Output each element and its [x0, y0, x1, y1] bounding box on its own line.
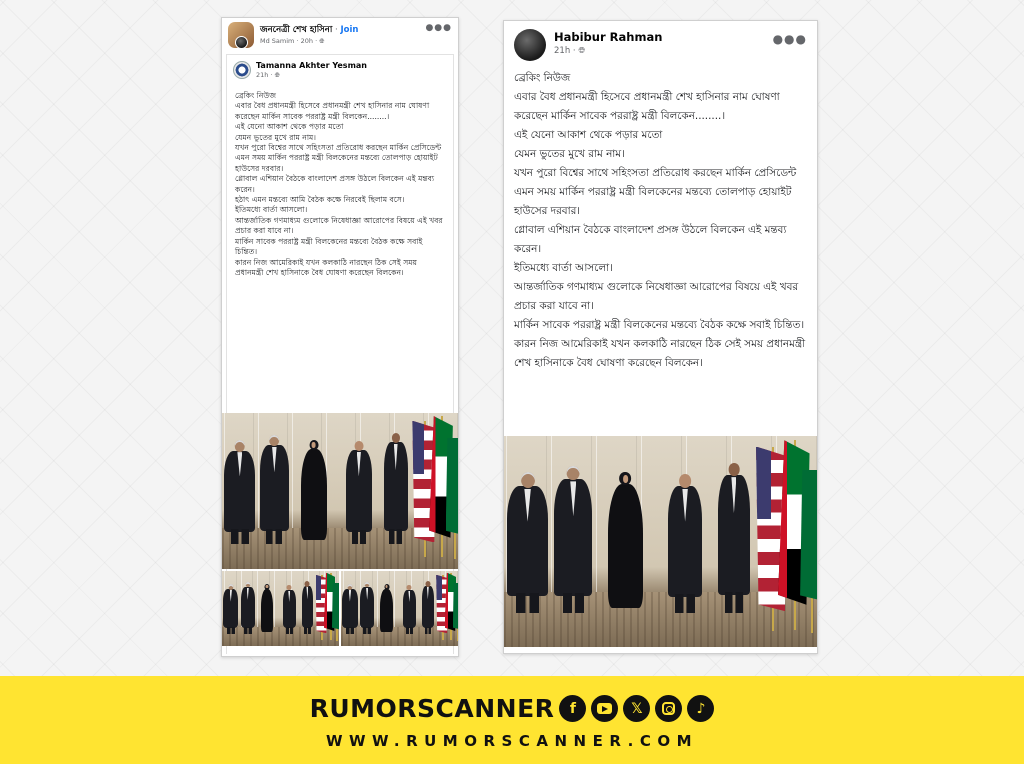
post-paragraph: যখন পুরো বিশ্বের সাথে সহিংসতা প্রতিরোধ করছেন মার্কিন প্রেসিডেন্ট এমন সময় মার্কিন পররাষ্ট্র মন্ত্রী বিলকেনের মন্তব্যে তোলপাড় হোয়াইট হাউসের দরবার।	[235, 143, 442, 173]
flag-sa-image	[332, 583, 339, 630]
separator-dot: ·	[335, 25, 338, 35]
post-paragraph: এই যেনো আকাশ থেকে পড়ার মতো	[235, 122, 344, 132]
post-photo-thumb-1[interactable]	[222, 571, 339, 646]
post-paragraph: যেমন ভুতের মুখে রাম নাম।	[235, 132, 316, 142]
person-figure	[718, 463, 750, 613]
person-figure	[223, 584, 238, 634]
sharer-name-link[interactable]: Md Samim	[260, 37, 295, 45]
post-paragraph: মার্কিন সাবেক পররাষ্ট্র মন্ত্রী বিলকেনের মন্তব্যে বৈঠক কক্ষে সবাই চিন্তিত।	[514, 319, 805, 331]
brand-url: WWW.RUMORSCANNER.COM	[325, 732, 699, 750]
author-avatar[interactable]	[514, 29, 546, 61]
group-name-link[interactable]: জননেত্রী শেখ হাসিনা	[260, 25, 333, 35]
brand-footer	[0, 676, 1024, 764]
facebook-glyph: f	[569, 700, 576, 717]
person-figure	[241, 582, 255, 635]
post-photo-thumb-2[interactable]	[341, 571, 459, 646]
post-paragraph: ব্রেকিং নিউজ	[235, 91, 277, 100]
post-paragraph: এবার বৈধ প্রধানমন্ত্রী হিসেবে প্রধানমন্ত্রী শেখ হাসিনার নাম ঘোষণা করেছেন মার্কিন সাবেক পররাষ্ট্র মন্ত্রী বিলকেন........।	[514, 91, 780, 122]
person-figure	[554, 466, 592, 614]
post-timestamp[interactable]: 21h	[256, 70, 269, 79]
post-paragraph: এবার বৈধ প্রধানমন্ত্রী হিসেবে প্রধানমন্ত্রী শেখ হাসিনার নাম ঘোষণা করেছেন মার্কিন সাবেক পররাষ্ট্র মন্ত্রী বিলকেন........।	[235, 101, 430, 121]
post-paragraph: যখন পুরো বিশ্বের সাথে সহিংসতা প্রতিরোধ করছেন মার্কিন প্রেসিডেন্ট এমন সময় মার্কিন পররাষ্ট্র মন্ত্রী বিলকেনের মন্তব্যে তোলপাড় হোয়াইট হাউসের দরবার।	[514, 167, 797, 217]
more-horizontal-icon[interactable]: ●●●	[772, 32, 807, 46]
youtube-icon[interactable]	[591, 695, 618, 722]
person-figure	[301, 440, 327, 545]
post-paragraph: গ্লোবাল এশিয়ান বৈঠকে বাংলাদেশ প্রসঙ্গ উঠলে বিলকেন এই মন্তব্য করেন।	[514, 224, 787, 255]
more-horizontal-icon[interactable]: ●●●	[425, 23, 452, 33]
post-paragraph: ইতিমধ্যে বার্তা আসলো।	[235, 205, 308, 215]
person-figure	[360, 582, 374, 635]
post-paragraph: যেমন ভুতের মুখে রাম নাম।	[514, 148, 625, 160]
shared-post-left	[221, 17, 459, 657]
post-photo-main[interactable]	[504, 436, 818, 647]
brand-row	[0, 694, 1024, 723]
person-figure	[283, 585, 296, 635]
author-avatar[interactable]	[233, 61, 251, 79]
post-paragraph: এই যেনো আকাশ থেকে পড়ার মতো	[514, 129, 663, 141]
x-glyph: 𝕏	[631, 700, 643, 717]
post-paragraph: হঠাৎ এমন মন্তব্যে আমি বৈঠক কক্ষে নিরবেই ছিলাম বসে।	[235, 195, 405, 205]
person-figure	[422, 581, 434, 634]
person-figure	[224, 440, 255, 545]
post-paragraph: মার্কিন সাবেক পররাষ্ট্র মন্ত্রী বিলকেনের মন্তব্যে বৈঠক কক্ষে সবাই চিন্তিত।	[235, 236, 423, 257]
person-figure	[346, 441, 372, 544]
author-name-link[interactable]: Habibur Rahman	[554, 30, 663, 44]
share-title	[260, 24, 358, 36]
author-name-link[interactable]: Tamanna Akhter Yesman	[256, 60, 367, 70]
flag-sa-image	[800, 470, 818, 601]
brand-logo-text: RUMORSCANNER	[309, 694, 555, 723]
post-text	[504, 65, 817, 435]
separator-dot: ·	[315, 37, 318, 45]
person-figure	[380, 584, 393, 634]
tiktok-glyph: ♪	[696, 700, 706, 717]
share-header	[222, 18, 458, 54]
sharer-line	[260, 36, 358, 46]
person-figure	[384, 433, 408, 544]
globe-icon: 🌐︎	[319, 37, 325, 45]
original-post-header	[227, 55, 453, 85]
share-info	[260, 22, 358, 46]
share-timestamp[interactable]: 20h	[300, 37, 314, 45]
group-avatar[interactable]	[228, 22, 254, 48]
person-figure	[507, 472, 548, 613]
person-figure	[302, 581, 314, 634]
person-figure	[342, 584, 357, 634]
post-text	[227, 85, 453, 441]
person-figure	[403, 585, 416, 635]
post-meta	[256, 71, 367, 80]
post-paragraph: আন্তর্জাতিক গণমাধ্যম গুলোকে নিষেধাজ্ঞা আরোপের বিষয়ে এই খবর প্রচার করা যাবে না।	[514, 281, 799, 312]
post-paragraph: কারন নিজ আমেরিকাই যখন কলকাঠি নারছেন ঠিক সেই সময় প্রধানমন্ত্রী শেখ হাসিনাকে বৈধ ঘোষণা করেছেন বিলকেন।	[514, 338, 806, 369]
person-figure	[260, 435, 289, 544]
separator-dot: ·	[572, 46, 576, 56]
post-right	[503, 20, 818, 654]
post-paragraph: গ্লোবাল এশিয়ান বৈঠকে বাংলাদেশ প্রসঙ্গ উঠলে বিলকেন এই মন্তব্য করেন।	[235, 174, 435, 194]
post-paragraph: আন্তর্জাতিক গণমাধ্যম গুলোকে নিষেধাজ্ঞা আরোপের বিষয়ে এই খবর প্রচার করা যাবে না।	[235, 215, 443, 236]
flag-sa-image	[446, 438, 459, 535]
post-meta	[554, 45, 662, 57]
sharer-avatar[interactable]	[235, 36, 248, 49]
flag-sa-image	[453, 583, 459, 630]
globe-icon: 🌐︎	[578, 46, 586, 56]
person-figure	[608, 472, 643, 613]
post-paragraph: কারন নিজ আমেরিকাই যখন কলকাঠি নারছেন ঠিক সেই সময় প্রধানমন্ত্রী শেখ হাসিনাকে বৈধ ঘোষণা করেছেন বিলকেন।	[235, 257, 417, 277]
separator-dot: ·	[296, 37, 299, 45]
post-paragraph: ইতিমধ্যে বার্তা আসলো।	[514, 262, 613, 274]
separator-dot: ·	[270, 70, 273, 79]
post-timestamp[interactable]: 21h	[554, 46, 571, 56]
post-photo-main[interactable]	[222, 413, 459, 569]
person-figure	[668, 474, 703, 613]
person-figure	[261, 584, 274, 634]
tiktok-icon[interactable]	[687, 695, 714, 722]
x-icon[interactable]	[623, 695, 650, 722]
globe-icon: 🌐︎	[274, 70, 280, 79]
instagram-icon[interactable]	[655, 695, 682, 722]
facebook-icon[interactable]	[559, 695, 586, 722]
post-header	[504, 21, 817, 65]
post-paragraph: ব্রেকিং নিউজ	[514, 72, 571, 84]
join-button[interactable]: Join	[340, 25, 359, 35]
